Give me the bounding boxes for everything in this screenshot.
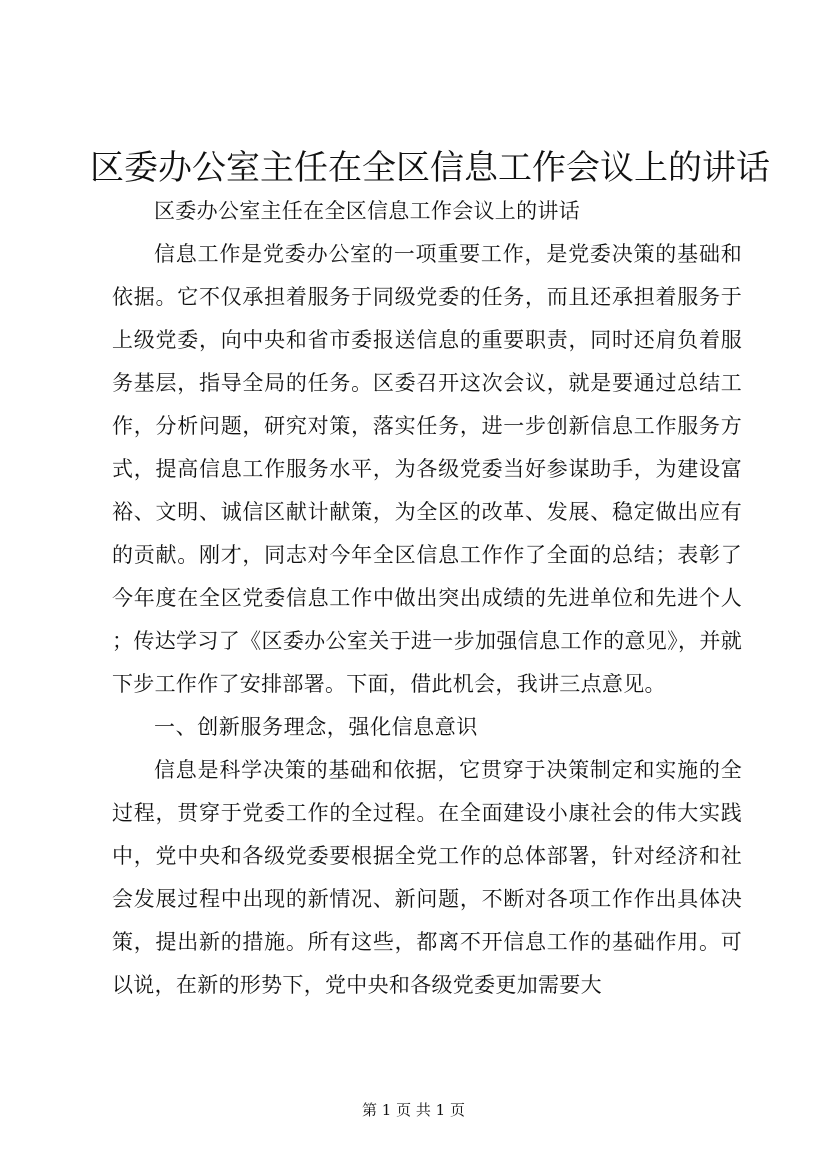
document-body	[112, 190, 742, 1007]
body-paragraph: 信息是科学决策的基础和依据，它贯穿于决策制定和实施的全过程，贯穿于党委工作的全过程。在全面建设小康社会的伟大实践中，党中央和各级党委要根据全党工作的总体部署，针对经济和社会发展过程中出现的新情况、新问题，不断对各项工作作出具体决策，提出新的措施。所有这些，都离不开信息工作的基础作用。可以说，在新的形势下，党中央和各级党委更加需要大	[112, 758, 742, 997]
section-heading: 一、创新服务理念，强化信息意识	[154, 715, 478, 739]
page-number-footer: 第 1 页 共 1 页	[362, 1101, 465, 1119]
subtitle-paragraph: 区委办公室主任在全区信息工作会议上的讲话	[154, 199, 580, 223]
body-paragraph: 信息工作是党委办公室的一项重要工作，是党委决策的基础和依据。它不仅承担着服务于同级党委的任务，而且还承担着服务于上级党委，向中央和省市委报送信息的重要职责，同时还肩负着服务基层，指导全局的任务。区委召开这次会议，就是要通过总结工作，分析问题，研究对策，落实任务，进一步创新信息工作服务方式，提高信息工作服务水平，为各级党委当好参谋助手，为建设富裕、文明、诚信区献计献策，为全区的改革、发展、稳定做出应有的贡献。刚才，同志对今年全区信息工作作了全面的总结；表彰了今年度在全区党委信息工作中做出突出成绩的先进单位和先进个人；传达学习了《区委办公室关于进一步加强信息工作的意见》，并就下步工作作了安排部署。下面，借此机会，我讲三点意见。	[112, 242, 742, 696]
document-title: 区委办公室主任在全区信息工作会议上的讲话	[90, 148, 770, 188]
